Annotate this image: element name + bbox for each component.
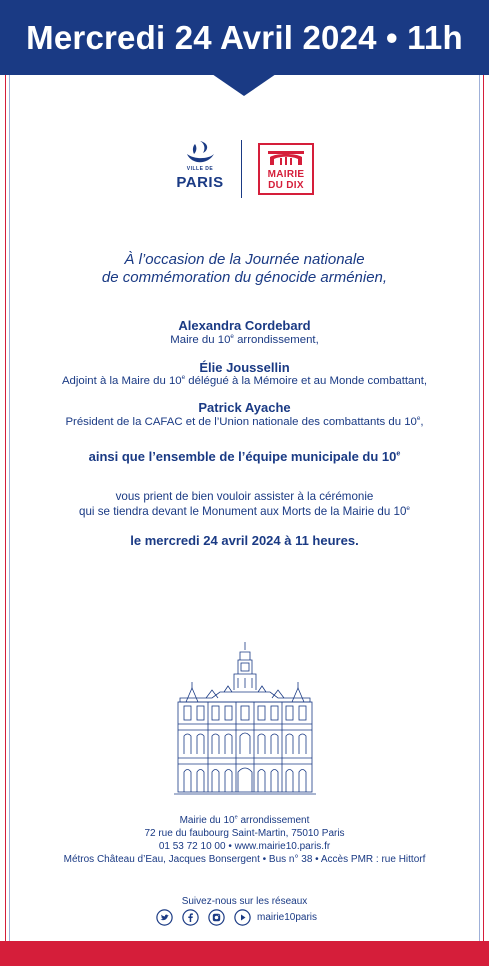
social-label: Suivez-nous sur les réseaux [181,896,308,907]
address-line-4: Métros Château d’Eau, Jacques Bonsergent • Bus n° 38 • Accès PMR : rue Hittorf [63,854,426,865]
paris-logo-line2: PARIS [176,174,224,191]
host-role-2: Adjoint à la Maire du 10e délégué à la Mémoire et au Monde combattant, [61,374,428,387]
twitter-icon[interactable] [156,909,173,926]
host-name-1: Alexandra Cordebard [178,318,311,333]
ville-de-paris-logo [168,138,232,198]
town-hall-illustration [172,640,318,796]
event-date-title: Mercredi 24 Avril 2024 • 11h [26,19,463,56]
youtube-icon[interactable] [234,909,251,926]
invitation-line-2: qui se tiendra devant le Monument aux Morts de la Mairie du 10e [79,505,410,518]
paris-boat-icon [183,138,217,168]
mairie-du-dix-logo [258,143,314,195]
paris-logo-line1: VILLE DE [186,166,214,172]
host-name-3: Patrick Ayache [198,400,291,415]
footer-band [0,941,489,966]
instagram-icon[interactable] [208,909,225,926]
intro-line-1: À l’occasion de la Journée nationale [124,251,365,268]
logos [0,138,489,200]
intro-line-2: de commémoration du génocide arménien, [101,269,388,286]
social-links [156,909,356,929]
municipal-team-line: ainsi que l’ensemble de l’équipe municipale du 10e [88,449,401,464]
header-banner [0,0,489,75]
mairie-logo-line2: DU DIX [268,180,304,191]
address-line-2: 72 rue du faubourg Saint-Martin, 75010 Paris [144,828,345,839]
logo-divider [241,140,242,198]
social-handle[interactable]: mairie10paris [257,912,318,923]
invitation-line-1: vous prient de bien vouloir assister à la cérémonie [115,490,374,503]
host-name-2: Élie Joussellin [199,360,290,375]
mairie-arch-icon [266,149,306,167]
header-notch [212,74,276,96]
address-line-3: 01 53 72 10 00 • www.mairie10.paris.fr [158,841,331,852]
facebook-icon[interactable] [182,909,199,926]
ceremony-date: le mercredi 24 avril 2024 à 11 heures. [130,533,359,548]
address-line-1: Mairie du 10e arrondissement [179,814,310,826]
host-role-3: Président de la CAFAC et de l’Union nationale des combattants du 10e, [65,415,424,428]
host-role-1: Maire du 10e arrondissement, [170,333,319,346]
mairie-logo-line1: MAIRIE [267,169,305,180]
